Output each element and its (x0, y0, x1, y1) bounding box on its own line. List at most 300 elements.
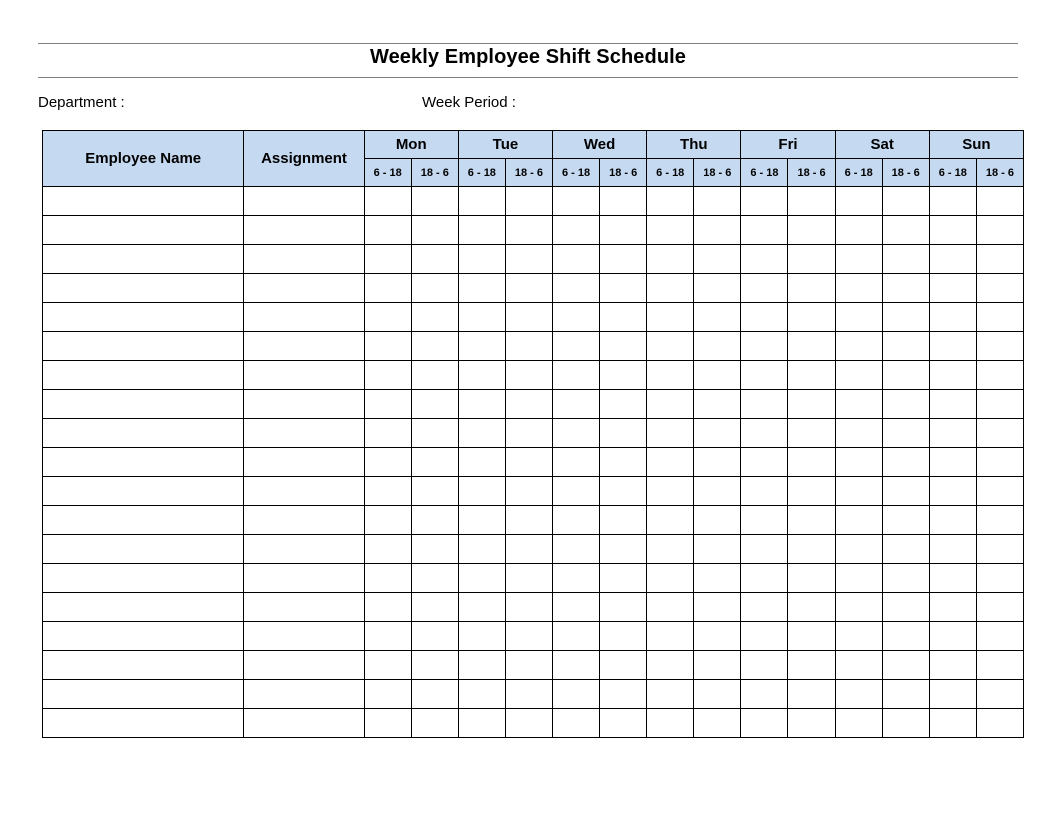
shift-cell[interactable] (741, 332, 788, 361)
shift-cell[interactable] (976, 216, 1023, 245)
shift-cell[interactable] (741, 506, 788, 535)
shift-cell[interactable] (788, 477, 835, 506)
shift-cell[interactable] (458, 622, 505, 651)
employee-name-cell[interactable] (43, 564, 244, 593)
shift-cell[interactable] (976, 303, 1023, 332)
shift-cell[interactable] (364, 709, 411, 738)
shift-cell[interactable] (458, 680, 505, 709)
shift-cell[interactable] (882, 216, 929, 245)
shift-cell[interactable] (929, 187, 976, 216)
shift-cell[interactable] (741, 680, 788, 709)
shift-cell[interactable] (411, 216, 458, 245)
shift-cell[interactable] (882, 303, 929, 332)
shift-cell[interactable] (835, 245, 882, 274)
shift-cell[interactable] (458, 506, 505, 535)
shift-cell[interactable] (505, 419, 552, 448)
shift-cell[interactable] (505, 535, 552, 564)
shift-cell[interactable] (788, 506, 835, 535)
shift-cell[interactable] (364, 187, 411, 216)
shift-cell[interactable] (929, 303, 976, 332)
shift-cell[interactable] (553, 593, 600, 622)
shift-cell[interactable] (600, 245, 647, 274)
shift-cell[interactable] (458, 390, 505, 419)
shift-cell[interactable] (694, 506, 741, 535)
shift-cell[interactable] (600, 419, 647, 448)
shift-cell[interactable] (835, 216, 882, 245)
shift-cell[interactable] (458, 535, 505, 564)
shift-cell[interactable] (647, 187, 694, 216)
shift-cell[interactable] (929, 593, 976, 622)
shift-cell[interactable] (788, 535, 835, 564)
shift-cell[interactable] (835, 506, 882, 535)
shift-cell[interactable] (364, 303, 411, 332)
shift-cell[interactable] (505, 448, 552, 477)
employee-name-cell[interactable] (43, 303, 244, 332)
employee-name-cell[interactable] (43, 216, 244, 245)
shift-cell[interactable] (553, 274, 600, 303)
shift-cell[interactable] (835, 651, 882, 680)
shift-cell[interactable] (788, 187, 835, 216)
shift-cell[interactable] (553, 477, 600, 506)
shift-cell[interactable] (600, 680, 647, 709)
shift-cell[interactable] (788, 390, 835, 419)
shift-cell[interactable] (835, 477, 882, 506)
shift-cell[interactable] (505, 477, 552, 506)
shift-cell[interactable] (694, 477, 741, 506)
assignment-cell[interactable] (244, 477, 364, 506)
shift-cell[interactable] (835, 390, 882, 419)
shift-cell[interactable] (929, 477, 976, 506)
shift-cell[interactable] (411, 274, 458, 303)
shift-cell[interactable] (976, 709, 1023, 738)
shift-cell[interactable] (505, 709, 552, 738)
shift-cell[interactable] (505, 564, 552, 593)
shift-cell[interactable] (411, 535, 458, 564)
shift-cell[interactable] (364, 477, 411, 506)
shift-cell[interactable] (458, 651, 505, 680)
shift-cell[interactable] (411, 709, 458, 738)
shift-cell[interactable] (694, 709, 741, 738)
shift-cell[interactable] (647, 419, 694, 448)
shift-cell[interactable] (694, 535, 741, 564)
shift-cell[interactable] (647, 709, 694, 738)
shift-cell[interactable] (882, 448, 929, 477)
shift-cell[interactable] (929, 274, 976, 303)
shift-cell[interactable] (882, 390, 929, 419)
shift-cell[interactable] (694, 448, 741, 477)
shift-cell[interactable] (694, 332, 741, 361)
shift-cell[interactable] (882, 187, 929, 216)
assignment-cell[interactable] (244, 651, 364, 680)
shift-cell[interactable] (694, 622, 741, 651)
shift-cell[interactable] (411, 245, 458, 274)
shift-cell[interactable] (411, 303, 458, 332)
shift-cell[interactable] (976, 506, 1023, 535)
shift-cell[interactable] (976, 477, 1023, 506)
shift-cell[interactable] (647, 680, 694, 709)
shift-cell[interactable] (647, 361, 694, 390)
shift-cell[interactable] (411, 593, 458, 622)
shift-cell[interactable] (694, 680, 741, 709)
shift-cell[interactable] (364, 419, 411, 448)
shift-cell[interactable] (882, 332, 929, 361)
employee-name-cell[interactable] (43, 448, 244, 477)
employee-name-cell[interactable] (43, 361, 244, 390)
shift-cell[interactable] (788, 564, 835, 593)
shift-cell[interactable] (553, 448, 600, 477)
shift-cell[interactable] (458, 187, 505, 216)
shift-cell[interactable] (600, 216, 647, 245)
shift-cell[interactable] (835, 448, 882, 477)
shift-cell[interactable] (929, 332, 976, 361)
shift-cell[interactable] (835, 622, 882, 651)
shift-cell[interactable] (505, 187, 552, 216)
shift-cell[interactable] (364, 535, 411, 564)
shift-cell[interactable] (694, 303, 741, 332)
shift-cell[interactable] (364, 332, 411, 361)
shift-cell[interactable] (929, 361, 976, 390)
shift-cell[interactable] (647, 651, 694, 680)
shift-cell[interactable] (364, 564, 411, 593)
shift-cell[interactable] (976, 535, 1023, 564)
shift-cell[interactable] (835, 680, 882, 709)
assignment-cell[interactable] (244, 709, 364, 738)
shift-cell[interactable] (553, 361, 600, 390)
shift-cell[interactable] (694, 245, 741, 274)
shift-cell[interactable] (600, 506, 647, 535)
shift-cell[interactable] (976, 274, 1023, 303)
employee-name-cell[interactable] (43, 622, 244, 651)
shift-cell[interactable] (647, 448, 694, 477)
shift-cell[interactable] (835, 593, 882, 622)
shift-cell[interactable] (882, 419, 929, 448)
shift-cell[interactable] (364, 651, 411, 680)
shift-cell[interactable] (505, 361, 552, 390)
employee-name-cell[interactable] (43, 593, 244, 622)
employee-name-cell[interactable] (43, 245, 244, 274)
shift-cell[interactable] (553, 709, 600, 738)
shift-cell[interactable] (600, 622, 647, 651)
shift-cell[interactable] (411, 187, 458, 216)
shift-cell[interactable] (553, 419, 600, 448)
shift-cell[interactable] (741, 448, 788, 477)
assignment-cell[interactable] (244, 245, 364, 274)
shift-cell[interactable] (647, 622, 694, 651)
assignment-cell[interactable] (244, 506, 364, 535)
shift-cell[interactable] (929, 535, 976, 564)
shift-cell[interactable] (364, 448, 411, 477)
shift-cell[interactable] (600, 361, 647, 390)
shift-cell[interactable] (411, 477, 458, 506)
employee-name-cell[interactable] (43, 332, 244, 361)
shift-cell[interactable] (741, 593, 788, 622)
shift-cell[interactable] (458, 709, 505, 738)
shift-cell[interactable] (788, 419, 835, 448)
shift-cell[interactable] (741, 651, 788, 680)
shift-cell[interactable] (553, 680, 600, 709)
shift-cell[interactable] (411, 680, 458, 709)
shift-cell[interactable] (458, 593, 505, 622)
shift-cell[interactable] (647, 274, 694, 303)
shift-cell[interactable] (458, 274, 505, 303)
shift-cell[interactable] (505, 651, 552, 680)
shift-cell[interactable] (929, 680, 976, 709)
shift-cell[interactable] (364, 390, 411, 419)
shift-cell[interactable] (976, 332, 1023, 361)
shift-cell[interactable] (600, 593, 647, 622)
shift-cell[interactable] (976, 361, 1023, 390)
shift-cell[interactable] (505, 506, 552, 535)
shift-cell[interactable] (929, 448, 976, 477)
shift-cell[interactable] (976, 680, 1023, 709)
shift-cell[interactable] (364, 506, 411, 535)
shift-cell[interactable] (600, 709, 647, 738)
shift-cell[interactable] (882, 274, 929, 303)
shift-cell[interactable] (788, 216, 835, 245)
shift-cell[interactable] (364, 680, 411, 709)
employee-name-cell[interactable] (43, 709, 244, 738)
shift-cell[interactable] (553, 506, 600, 535)
shift-cell[interactable] (505, 303, 552, 332)
shift-cell[interactable] (458, 361, 505, 390)
shift-cell[interactable] (788, 448, 835, 477)
shift-cell[interactable] (505, 274, 552, 303)
shift-cell[interactable] (553, 187, 600, 216)
shift-cell[interactable] (458, 448, 505, 477)
shift-cell[interactable] (411, 332, 458, 361)
shift-cell[interactable] (600, 390, 647, 419)
shift-cell[interactable] (882, 245, 929, 274)
employee-name-cell[interactable] (43, 506, 244, 535)
shift-cell[interactable] (741, 274, 788, 303)
shift-cell[interactable] (364, 245, 411, 274)
shift-cell[interactable] (647, 506, 694, 535)
shift-cell[interactable] (929, 506, 976, 535)
shift-cell[interactable] (882, 361, 929, 390)
shift-cell[interactable] (741, 245, 788, 274)
shift-cell[interactable] (647, 535, 694, 564)
shift-cell[interactable] (458, 332, 505, 361)
shift-cell[interactable] (741, 303, 788, 332)
employee-name-cell[interactable] (43, 651, 244, 680)
shift-cell[interactable] (694, 651, 741, 680)
shift-cell[interactable] (882, 651, 929, 680)
shift-cell[interactable] (600, 535, 647, 564)
shift-cell[interactable] (553, 332, 600, 361)
shift-cell[interactable] (458, 303, 505, 332)
shift-cell[interactable] (741, 216, 788, 245)
shift-cell[interactable] (505, 332, 552, 361)
shift-cell[interactable] (458, 564, 505, 593)
shift-cell[interactable] (600, 303, 647, 332)
shift-cell[interactable] (647, 564, 694, 593)
shift-cell[interactable] (882, 593, 929, 622)
shift-cell[interactable] (411, 506, 458, 535)
shift-cell[interactable] (741, 535, 788, 564)
shift-cell[interactable] (647, 245, 694, 274)
shift-cell[interactable] (882, 622, 929, 651)
shift-cell[interactable] (600, 332, 647, 361)
employee-name-cell[interactable] (43, 187, 244, 216)
shift-cell[interactable] (505, 593, 552, 622)
shift-cell[interactable] (788, 680, 835, 709)
shift-cell[interactable] (505, 390, 552, 419)
shift-cell[interactable] (788, 709, 835, 738)
shift-cell[interactable] (835, 564, 882, 593)
assignment-cell[interactable] (244, 535, 364, 564)
shift-cell[interactable] (600, 274, 647, 303)
assignment-cell[interactable] (244, 303, 364, 332)
assignment-cell[interactable] (244, 448, 364, 477)
shift-cell[interactable] (411, 622, 458, 651)
shift-cell[interactable] (364, 593, 411, 622)
shift-cell[interactable] (788, 274, 835, 303)
shift-cell[interactable] (647, 216, 694, 245)
shift-cell[interactable] (694, 419, 741, 448)
shift-cell[interactable] (741, 564, 788, 593)
shift-cell[interactable] (411, 390, 458, 419)
shift-cell[interactable] (929, 419, 976, 448)
assignment-cell[interactable] (244, 680, 364, 709)
shift-cell[interactable] (976, 651, 1023, 680)
employee-name-cell[interactable] (43, 419, 244, 448)
shift-cell[interactable] (788, 593, 835, 622)
shift-cell[interactable] (976, 448, 1023, 477)
shift-cell[interactable] (741, 477, 788, 506)
employee-name-cell[interactable] (43, 680, 244, 709)
shift-cell[interactable] (788, 622, 835, 651)
shift-cell[interactable] (788, 332, 835, 361)
shift-cell[interactable] (505, 216, 552, 245)
shift-cell[interactable] (364, 622, 411, 651)
shift-cell[interactable] (600, 564, 647, 593)
shift-cell[interactable] (553, 390, 600, 419)
shift-cell[interactable] (458, 245, 505, 274)
shift-cell[interactable] (835, 187, 882, 216)
shift-cell[interactable] (788, 361, 835, 390)
employee-name-cell[interactable] (43, 274, 244, 303)
shift-cell[interactable] (694, 187, 741, 216)
shift-cell[interactable] (882, 506, 929, 535)
shift-cell[interactable] (882, 535, 929, 564)
shift-cell[interactable] (929, 245, 976, 274)
shift-cell[interactable] (835, 419, 882, 448)
shift-cell[interactable] (788, 303, 835, 332)
shift-cell[interactable] (694, 216, 741, 245)
shift-cell[interactable] (600, 187, 647, 216)
shift-cell[interactable] (694, 564, 741, 593)
shift-cell[interactable] (835, 709, 882, 738)
assignment-cell[interactable] (244, 216, 364, 245)
shift-cell[interactable] (553, 245, 600, 274)
shift-cell[interactable] (929, 651, 976, 680)
shift-cell[interactable] (882, 709, 929, 738)
shift-cell[interactable] (411, 419, 458, 448)
shift-cell[interactable] (835, 535, 882, 564)
shift-cell[interactable] (929, 622, 976, 651)
shift-cell[interactable] (458, 419, 505, 448)
assignment-cell[interactable] (244, 187, 364, 216)
shift-cell[interactable] (694, 361, 741, 390)
shift-cell[interactable] (553, 651, 600, 680)
shift-cell[interactable] (600, 448, 647, 477)
shift-cell[interactable] (505, 622, 552, 651)
shift-cell[interactable] (835, 361, 882, 390)
shift-cell[interactable] (976, 564, 1023, 593)
shift-cell[interactable] (647, 477, 694, 506)
shift-cell[interactable] (882, 477, 929, 506)
shift-cell[interactable] (411, 361, 458, 390)
employee-name-cell[interactable] (43, 535, 244, 564)
shift-cell[interactable] (411, 564, 458, 593)
shift-cell[interactable] (788, 651, 835, 680)
shift-cell[interactable] (741, 709, 788, 738)
shift-cell[interactable] (600, 477, 647, 506)
shift-cell[interactable] (741, 187, 788, 216)
shift-cell[interactable] (411, 651, 458, 680)
shift-cell[interactable] (835, 274, 882, 303)
shift-cell[interactable] (741, 390, 788, 419)
shift-cell[interactable] (553, 303, 600, 332)
assignment-cell[interactable] (244, 593, 364, 622)
shift-cell[interactable] (411, 448, 458, 477)
shift-cell[interactable] (929, 564, 976, 593)
shift-cell[interactable] (553, 564, 600, 593)
shift-cell[interactable] (553, 216, 600, 245)
shift-cell[interactable] (929, 216, 976, 245)
shift-cell[interactable] (788, 245, 835, 274)
shift-cell[interactable] (647, 332, 694, 361)
shift-cell[interactable] (694, 274, 741, 303)
shift-cell[interactable] (505, 680, 552, 709)
shift-cell[interactable] (976, 622, 1023, 651)
shift-cell[interactable] (364, 361, 411, 390)
shift-cell[interactable] (647, 390, 694, 419)
shift-cell[interactable] (505, 245, 552, 274)
shift-cell[interactable] (364, 274, 411, 303)
shift-cell[interactable] (976, 390, 1023, 419)
assignment-cell[interactable] (244, 361, 364, 390)
shift-cell[interactable] (694, 390, 741, 419)
shift-cell[interactable] (553, 535, 600, 564)
assignment-cell[interactable] (244, 419, 364, 448)
shift-cell[interactable] (835, 303, 882, 332)
shift-cell[interactable] (741, 622, 788, 651)
assignment-cell[interactable] (244, 622, 364, 651)
shift-cell[interactable] (976, 245, 1023, 274)
assignment-cell[interactable] (244, 564, 364, 593)
shift-cell[interactable] (976, 419, 1023, 448)
shift-cell[interactable] (600, 651, 647, 680)
shift-cell[interactable] (882, 564, 929, 593)
assignment-cell[interactable] (244, 332, 364, 361)
shift-cell[interactable] (929, 709, 976, 738)
employee-name-cell[interactable] (43, 477, 244, 506)
shift-cell[interactable] (976, 187, 1023, 216)
shift-cell[interactable] (741, 361, 788, 390)
shift-cell[interactable] (364, 216, 411, 245)
shift-cell[interactable] (694, 593, 741, 622)
shift-cell[interactable] (929, 390, 976, 419)
shift-cell[interactable] (553, 622, 600, 651)
assignment-cell[interactable] (244, 390, 364, 419)
shift-cell[interactable] (835, 332, 882, 361)
shift-cell[interactable] (976, 593, 1023, 622)
shift-cell[interactable] (647, 303, 694, 332)
shift-cell[interactable] (458, 216, 505, 245)
shift-cell[interactable] (647, 593, 694, 622)
shift-cell[interactable] (741, 419, 788, 448)
